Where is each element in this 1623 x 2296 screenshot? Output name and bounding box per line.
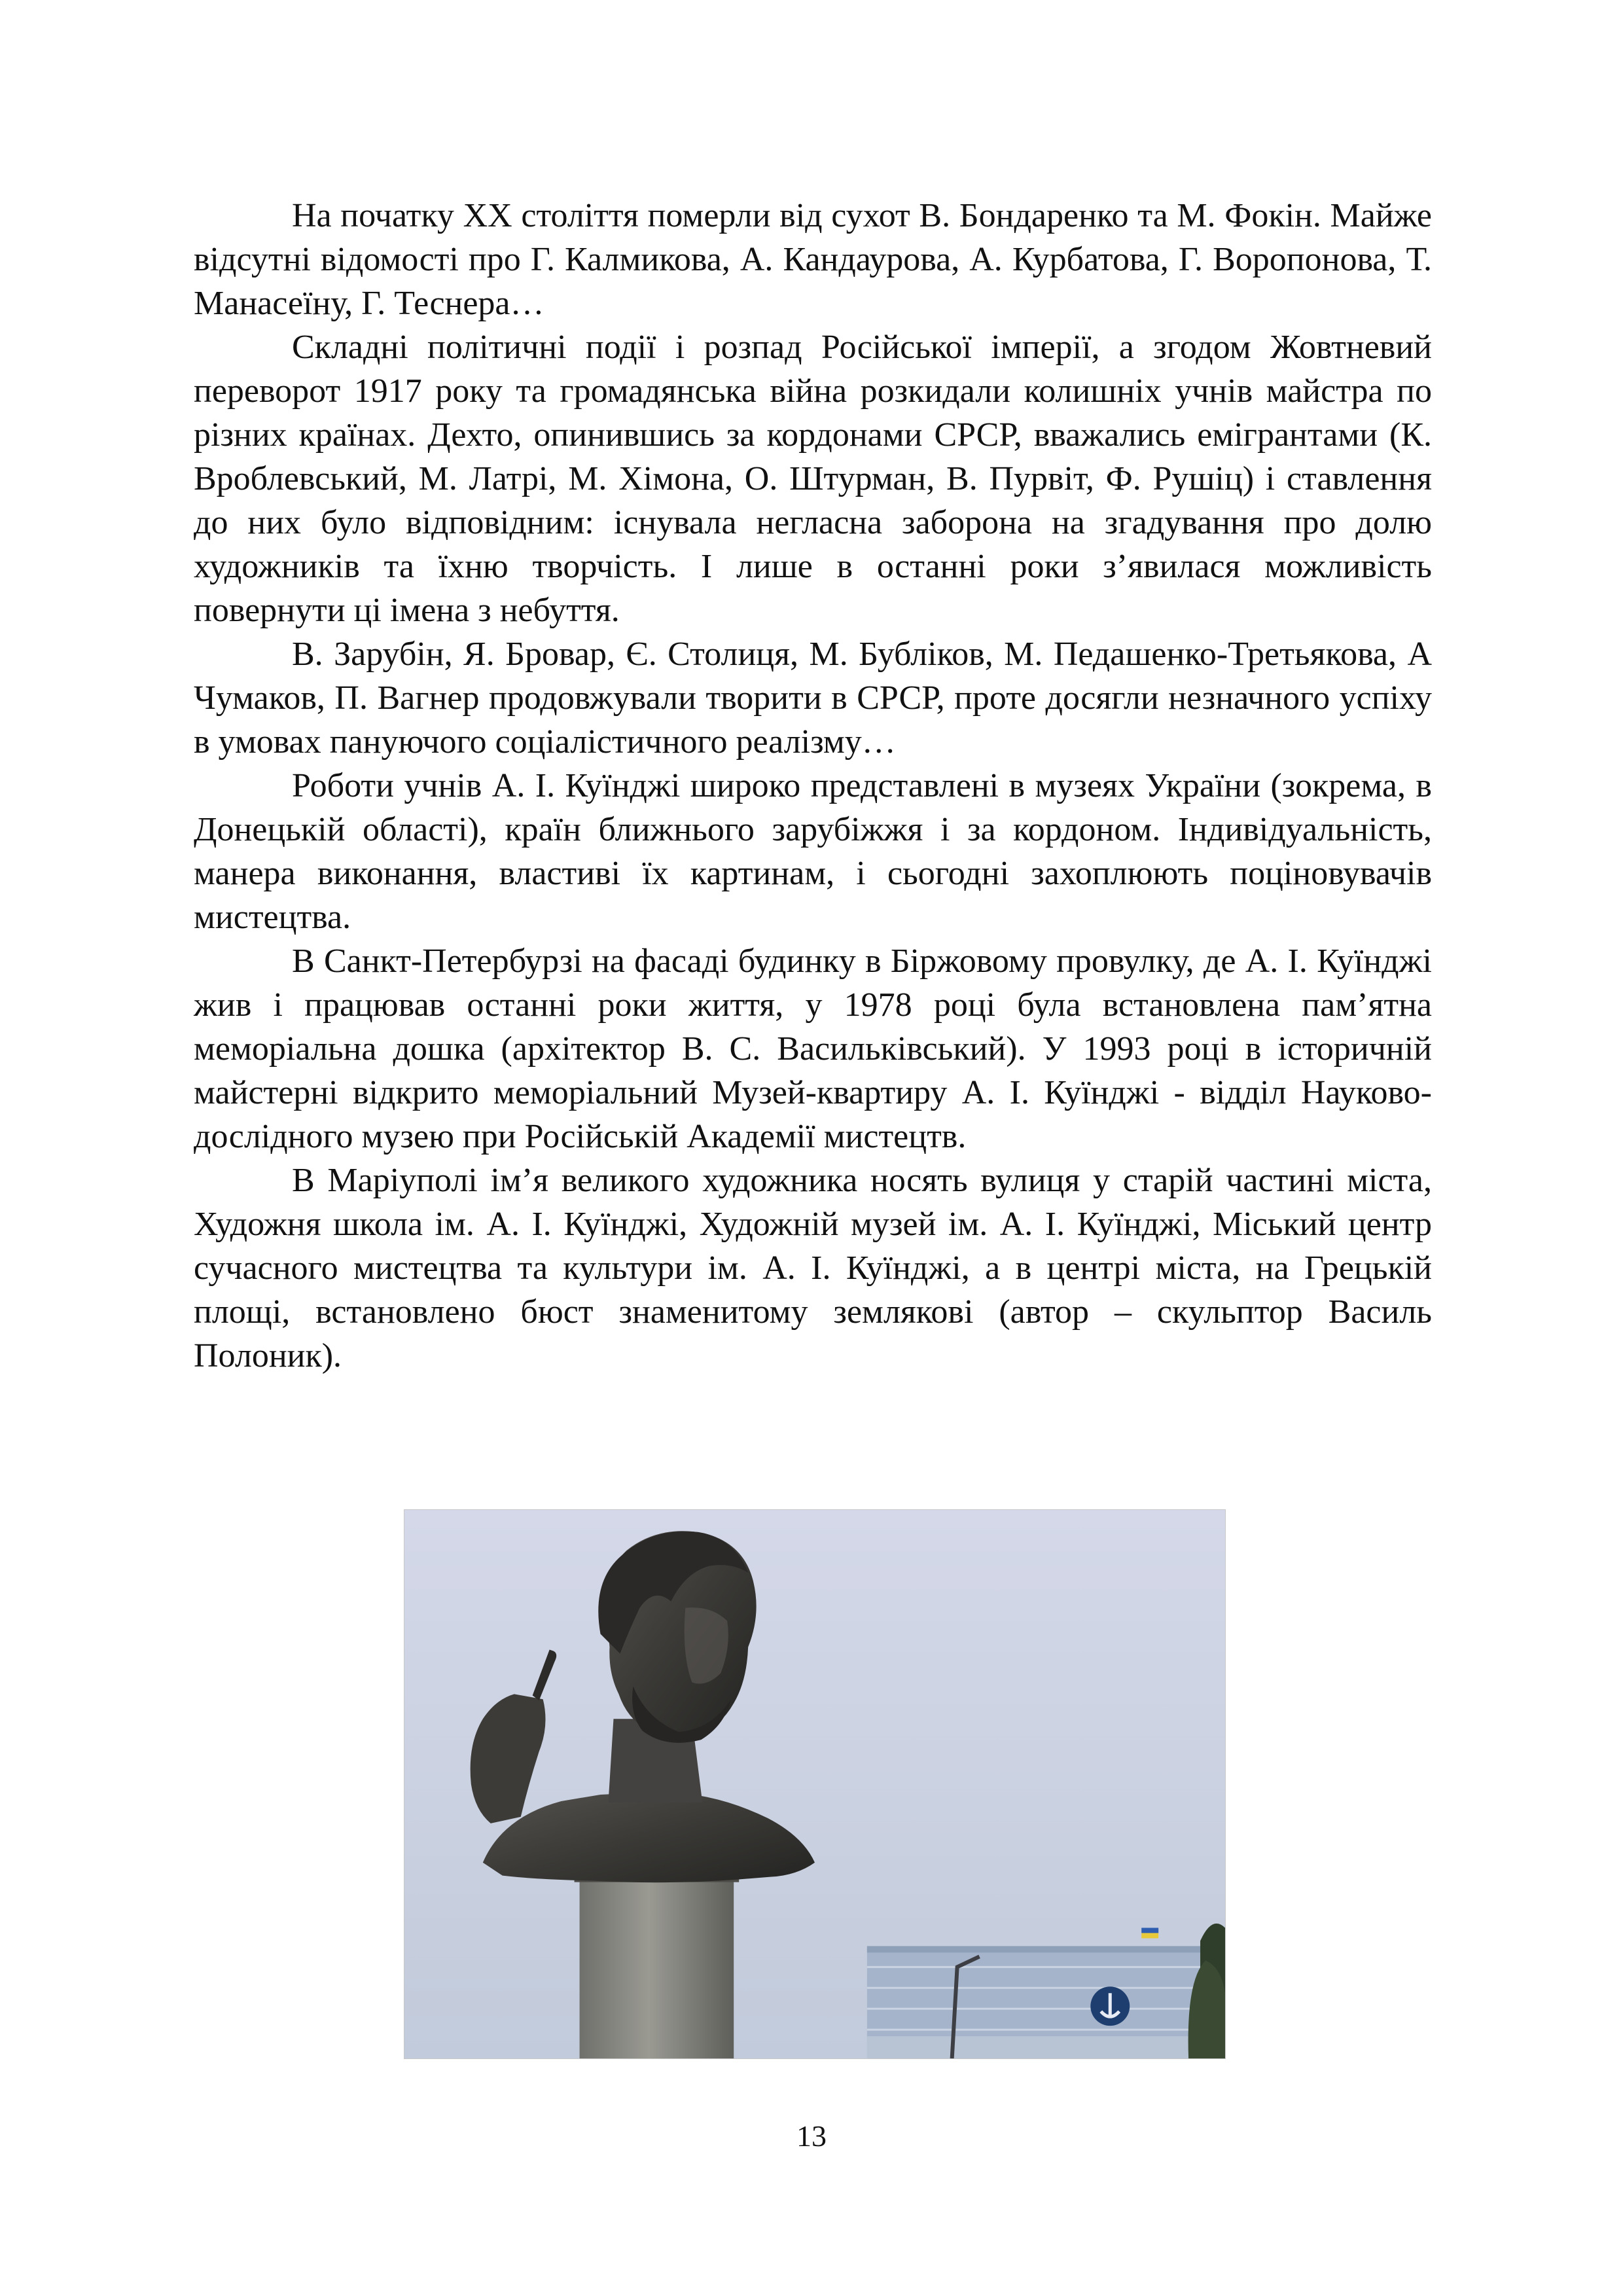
page-number: 13 xyxy=(796,2119,827,2153)
paragraph-1: На початку ХХ століття померли від сухот В. Бондаренко та М. Фокін. Майже відсутні відомості про Г. Калмикова, А. Кандаурова, А. Курбатова, Г. Воропонова, Т. Манасеїну, Г. Теснера… xyxy=(194,197,1432,322)
paragraph-6: В Маріуполі ім’я великого художника носять вулиця у старій частині міста, Художня школа ім. А. І. Куїнджі, Художній музей ім. А. І. Куїнджі, Міський центр сучасного мистецтва та культури ім. А. І. Куїнджі, а в центрі міста, на Грецькій площі, встановлено бюст знаменитому землякові (автор – скульптор Василь Полоник). xyxy=(194,1162,1432,1374)
paragraph-3: В. Зарубін, Я. Бровар, Є. Столиця, М. Бубліков, М. Педашенко-Третьякова, А Чумаков, П. Вагнер продовжували творити в СРСР, проте досягли незначного успіху в умовах пануючого соціалістичного реалізму… xyxy=(194,636,1432,761)
bust-photo xyxy=(404,1509,1226,2059)
paragraph-4: Роботи учнів А. І. Куїнджі широко представлені в музеях України (зокрема, в Донецькій області), країн ближнього зарубіжжя і за кордоном. Індивідуальність, манера виконання, властиві їх картинам, і сьогодні захоплюють поціновувачів мистецтва. xyxy=(194,767,1432,936)
paragraph-5: В Санкт-Петербурзі на фасаді будинку в Біржовому провулку, де А. І. Куїнджі жив і працював останні роки життя, у 1978 році була встановлена пам’ятна меморіальна дошка (архітектор В. С. Васильківський). У 1993 році в історичній майстерні відкрито меморіальний Музей-квартиру А. І. Куїнджі - відділ Науково-дослідного музею при Російській Академії мистецтв. xyxy=(194,942,1432,1155)
body-text xyxy=(194,194,1432,1378)
paragraph-2: Складні політичні події і розпад Російської імперії, а згодом Жовтневий переворот 1917 року та громадянська війна розкидали колишніх учнів майстра по різних країнах. Дехто, опинившись за кордонами СРСР, вважались емігрантами (К. Вроблевський, М. Латрі, М. Хімона, О. Штурман, В. Пурвіт, Ф. Рушіц) і ставлення до них було відповідним: існувала негласна заборона на згадування про долю художників та їхню творчість. І лише в останні роки з’явилася можливість повернути ці імена з небуття. xyxy=(194,329,1432,629)
kuindzhi-bust-icon xyxy=(404,1510,1225,2058)
